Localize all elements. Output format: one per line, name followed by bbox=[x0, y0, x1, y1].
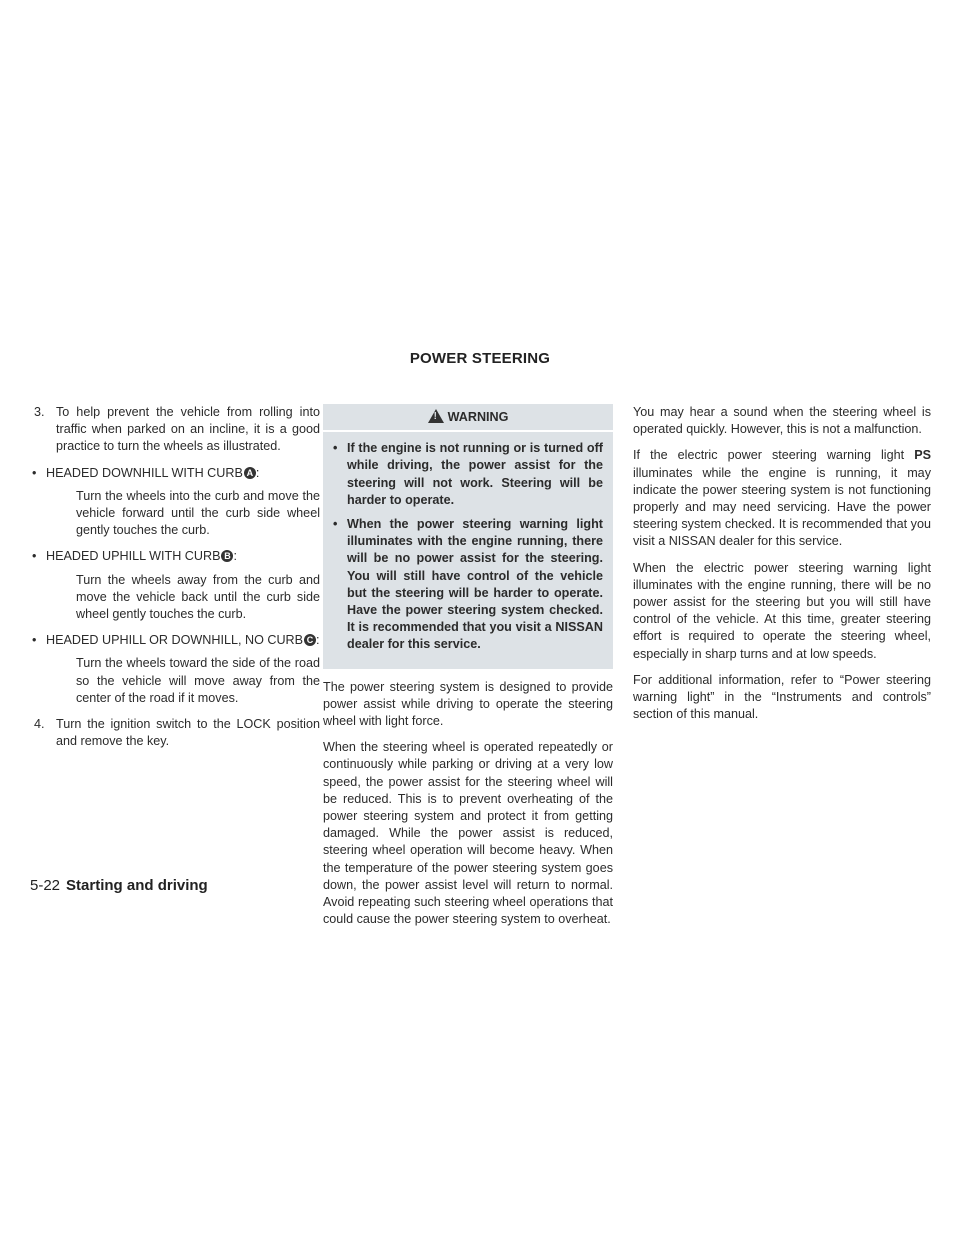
bullet-dot: • bbox=[32, 633, 37, 648]
bullet-text: Turn the wheels away from the curb and move the vehicle back until the curb side wheel gently touches the curb. bbox=[76, 572, 320, 622]
bullet-label: HEADED UPHILL WITH CURB bbox=[46, 549, 221, 564]
page-footer bbox=[30, 877, 208, 894]
bullet-uphill: • HEADED UPHILL WITH CURB B : bbox=[30, 548, 320, 565]
paragraph: When the steering wheel is operated repeatedly or continuously while parking or driving at a very low speed, the power assist for the steering wheel will be reduced. This is to prevent overheating of the power steering system and protect it from getting damaged. While the power assist is reduced, steering wheel operation will become heavy. When the temperature of the power steering system goes down, the power assist level will return to normal. Avoid repeating such steering wheel operations that could cause the power steering system to overheat. bbox=[323, 740, 613, 927]
chapter-title: Starting and driving bbox=[66, 877, 208, 894]
page-number: 5-22 bbox=[30, 877, 61, 894]
bullet-dot: • bbox=[333, 441, 338, 456]
paragraph: If the electric power steering warning light PS illuminates while the engine is running, it may indicate the power steering system is not functioning properly and may need servicing. Have the power steering system checked. It is recommended that you visit a NISSAN dealer for this service. bbox=[633, 448, 932, 549]
warning-box bbox=[323, 404, 613, 669]
ps-indicator-label: PS bbox=[914, 448, 932, 463]
step-text: To help prevent the vehicle from rolling into traffic when parked on an incline, it is a good practice to turn the wheels as illustrated. bbox=[56, 405, 320, 454]
step-number: 4. bbox=[34, 717, 45, 732]
warning-item: • When the power steering warning light illuminates with the engine running, there will be no power assist for the steering. You will still have control of the vehicle but the steering will be harder to operate. Have the power steering system checked. It is recommended that you visit a NISSAN dealer for this service. bbox=[333, 516, 603, 654]
bullet-no-curb: • HEADED UPHILL OR DOWNHILL, NO CURB C : bbox=[30, 632, 320, 649]
warning-triangle-icon bbox=[428, 409, 444, 423]
section-title: POWER STEERING bbox=[409, 350, 551, 367]
bullet-label: HEADED UPHILL OR DOWNHILL, NO CURB bbox=[46, 633, 304, 648]
column-3 bbox=[633, 404, 931, 732]
paragraph: When the electric power steering warning light illuminates with the engine running, there will be no power assist for the steering but you will still have control of the vehicle. At this time, greater steering effort is required to operate the steering wheel, especially in sharp turns and at low speeds. bbox=[633, 560, 931, 661]
paragraph: For additional information, refer to “Power steering warning light” in the “Instruments and controls” section of this manual. bbox=[633, 672, 931, 722]
callout-b-icon: B bbox=[221, 550, 233, 562]
bullet-text: Turn the wheels into the curb and move the vehicle forward until the curb side wheel gently touches the curb. bbox=[76, 488, 320, 538]
step-text: Turn the ignition switch to the LOCK position and remove the key. bbox=[56, 717, 320, 749]
warning-title: WARNING bbox=[447, 410, 509, 424]
warning-item: • If the engine is not running or is turned off while driving, the power assist for the steering will not work. Steering will be harder to operate. bbox=[333, 440, 603, 509]
bullet-dot: • bbox=[32, 549, 37, 564]
bullet-dot: • bbox=[32, 465, 37, 480]
step-number: 3. bbox=[34, 405, 45, 419]
bullet-dot: • bbox=[333, 517, 338, 532]
bullet-text: Turn the wheels toward the side of the road so the vehicle will move away from the center of the road if it moves. bbox=[76, 656, 320, 705]
paragraph: You may hear a sound when the steering wheel is operated quickly. However, this is not a malfunction. bbox=[633, 405, 931, 437]
column-1 bbox=[30, 404, 320, 759]
bullet-label: HEADED DOWNHILL WITH CURB bbox=[46, 465, 243, 480]
paragraph: The power steering system is designed to provide power assist while driving to operate the steering wheel with light force. bbox=[323, 679, 613, 729]
callout-c-icon: C bbox=[304, 634, 316, 646]
bullet-downhill: • HEADED DOWNHILL WITH CURB A : bbox=[30, 465, 320, 482]
column-2 bbox=[323, 404, 613, 937]
callout-a-icon: A bbox=[244, 467, 256, 479]
warning-header bbox=[323, 404, 613, 432]
step-3 bbox=[30, 404, 320, 456]
step-4 bbox=[30, 716, 320, 750]
